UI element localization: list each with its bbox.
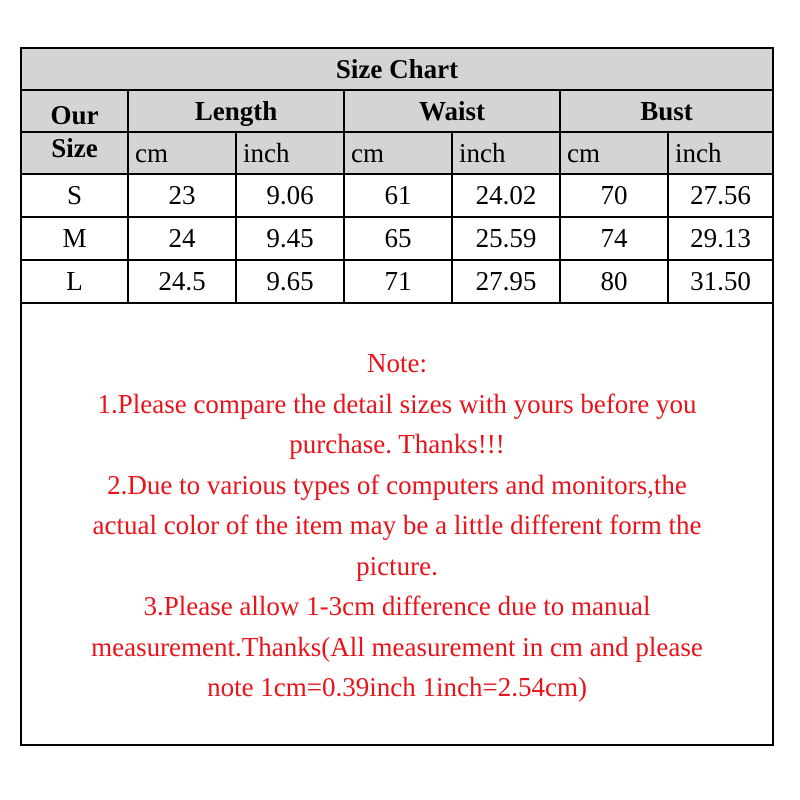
table-title: Size Chart	[22, 49, 772, 90]
table-cell: 24.02	[452, 174, 560, 217]
table-cell: 9.45	[236, 217, 344, 260]
group-header-row	[22, 90, 772, 132]
table-cell: 29.13	[668, 217, 772, 260]
size-label: M	[22, 217, 128, 260]
note-line: picture.	[356, 550, 438, 581]
size-chart-frame	[20, 47, 774, 746]
note-line: measurement.Thanks(All measurement in cm and please	[91, 631, 703, 662]
note-line: note 1cm=0.39inch 1inch=2.54cm)	[207, 672, 587, 702]
table-cell: 27.56	[668, 174, 772, 217]
size-label: S	[22, 174, 128, 217]
unit-length-inch: inch	[236, 132, 344, 174]
table-cell: 25.59	[452, 217, 560, 260]
table-cell: 61	[344, 174, 452, 217]
unit-header-row	[22, 132, 772, 174]
table-cell: 23	[128, 174, 236, 217]
header-length: Length	[128, 90, 344, 132]
table-row	[22, 260, 772, 303]
unit-bust-inch: inch	[668, 132, 772, 174]
notes-block	[22, 343, 772, 708]
unit-waist-cm: cm	[344, 132, 452, 174]
header-bust: Bust	[560, 90, 772, 132]
unit-length-cm: cm	[128, 132, 236, 174]
table-cell: 24.5	[128, 260, 236, 303]
table-row	[22, 174, 772, 217]
size-header-line2: Size	[22, 132, 128, 174]
size-chart-table	[22, 49, 772, 304]
size-header-line1: Our	[22, 90, 128, 132]
header-waist: Waist	[344, 90, 560, 132]
note-line: actual color of the item may be a little different form the	[92, 510, 702, 540]
table-cell: 65	[344, 217, 452, 260]
table-cell: 70	[560, 174, 668, 217]
table-cell: 9.65	[236, 260, 344, 303]
note-line: purchase. Thanks!!!	[289, 429, 505, 459]
title-row	[22, 49, 772, 90]
table-row	[22, 217, 772, 260]
table-cell: 24	[128, 217, 236, 260]
table-cell: 31.50	[668, 260, 772, 303]
table-cell: 80	[560, 260, 668, 303]
note-line: 2.Due to various types of computers and monitors,the	[107, 469, 687, 500]
table-cell: 71	[344, 260, 452, 303]
table-cell: 74	[560, 217, 668, 260]
unit-waist-inch: inch	[452, 132, 560, 174]
note-heading: Note:	[367, 348, 427, 378]
note-line: 3.Please allow 1-3cm difference due to manual	[143, 591, 651, 621]
table-cell: 27.95	[452, 260, 560, 303]
table-cell: 9.06	[236, 174, 344, 217]
size-label: L	[22, 260, 128, 303]
unit-bust-cm: cm	[560, 132, 668, 174]
note-line: 1.Please compare the detail sizes with yours before you	[97, 388, 697, 419]
